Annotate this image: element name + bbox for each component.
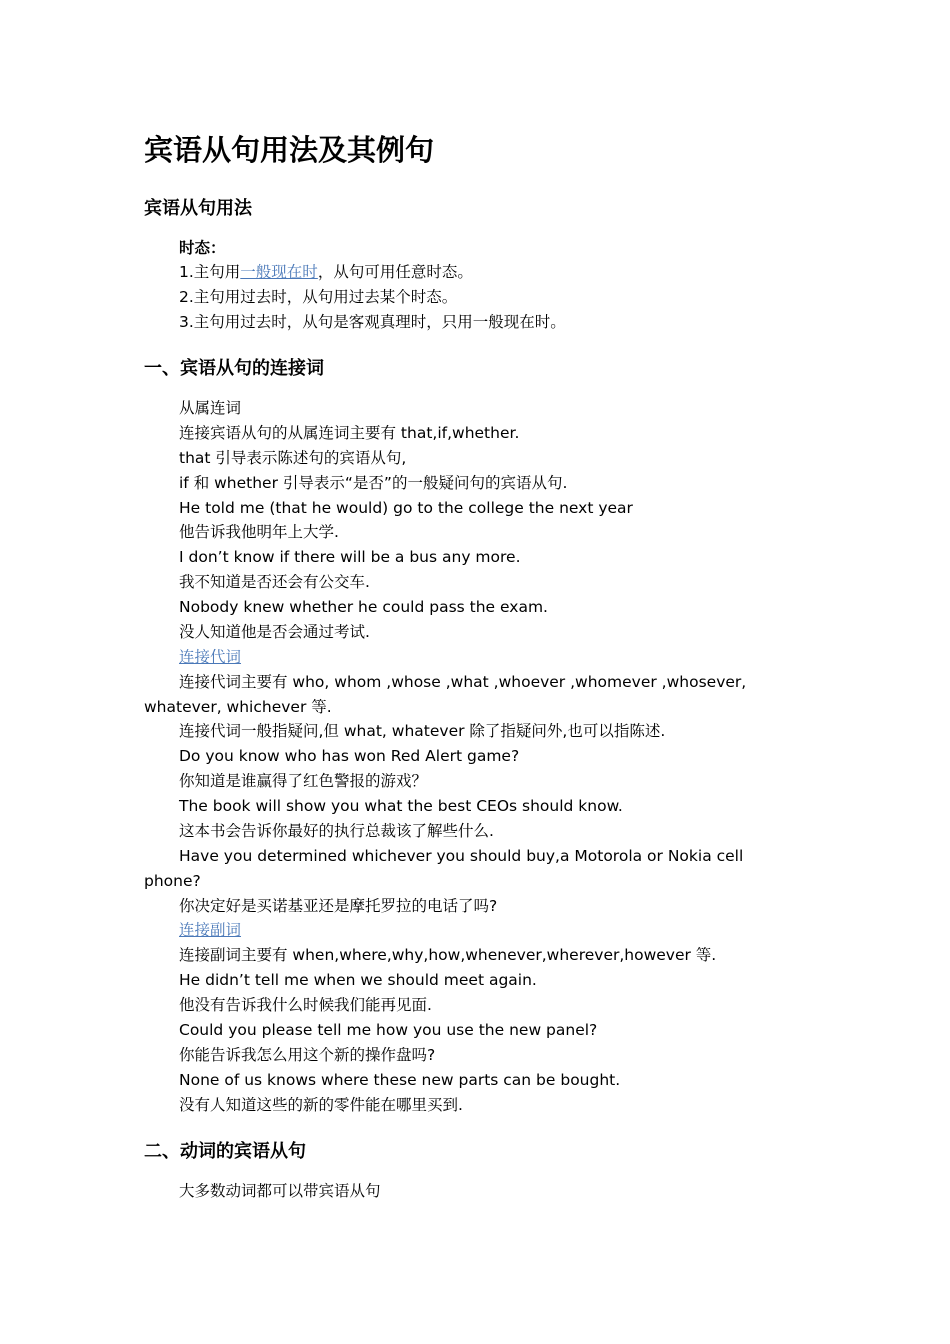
- text-line-continued: phone?: [144, 872, 201, 890]
- rule1-suffix: ，从句可用任意时态。: [317, 263, 473, 281]
- text-line: 连接代词主要有 who, whom ,whose ,what ,whoever ,whomever ,whosever,: [179, 673, 747, 691]
- text-line: 连接代词一般指疑问,但 what, whatever 除了指疑问外,也可以指陈述.: [179, 722, 666, 740]
- rule1-prefix: 1.主句用: [179, 263, 241, 281]
- section-heading-usage: 宾语从句用法: [144, 198, 252, 219]
- example-translation: 你决定好是买诺基亚还是摩托罗拉的电话了吗?: [179, 897, 498, 915]
- example-translation: 他没有告诉我什么时候我们能再见面.: [179, 996, 432, 1014]
- example-sentence: None of us knows where these new parts can be bought.: [179, 1071, 621, 1089]
- example-sentence: Have you determined whichever you should buy,a Motorola or Nokia cell: [179, 847, 744, 865]
- example-sentence: He didn’t tell me when we should meet again.: [179, 971, 537, 989]
- tense-rule-1: [179, 262, 473, 282]
- text-line: 连接副词主要有 when,where,why,how,whenever,wherever,however 等.: [179, 946, 717, 964]
- section-heading-verb-object-clauses: 二、动词的宾语从句: [144, 1141, 306, 1162]
- text-line: that 引导表示陈述句的宾语从句,: [179, 449, 407, 467]
- section-heading-conjunctions: 一、宾语从句的连接词: [144, 358, 324, 379]
- present-tense-link[interactable]: 一般现在时: [240, 263, 318, 281]
- example-translation: 这本书会告诉你最好的执行总裁该了解些什么.: [179, 822, 494, 840]
- connective-adverb-link[interactable]: 连接副词: [179, 921, 242, 939]
- example-translation: 你能告诉我怎么用这个新的操作盘吗?: [179, 1046, 436, 1064]
- example-sentence: Nobody knew whether he could pass the exam.: [179, 598, 548, 616]
- text-line: 大多数动词都可以带宾语从句: [179, 1182, 381, 1200]
- example-sentence: Do you know who has won Red Alert game?: [179, 747, 520, 765]
- tense-rule-3: 3.主句用过去时，从句是客观真理时，只用一般现在时。: [179, 313, 566, 331]
- example-sentence: Could you please tell me how you use the new panel?: [179, 1021, 598, 1039]
- example-sentence: I don’t know if there will be a bus any more.: [179, 548, 521, 566]
- example-sentence: The book will show you what the best CEOs should know.: [179, 797, 623, 815]
- text-line: 从属连词: [179, 399, 242, 417]
- example-translation: 我不知道是否还会有公交车.: [179, 573, 370, 591]
- example-translation: 没有人知道这些的新的零件能在哪里买到.: [179, 1096, 463, 1114]
- text-line: 连接宾语从句的从属连词主要有 that,if,whether.: [179, 424, 520, 442]
- tense-rule-2: 2.主句用过去时，从句用过去某个时态。: [179, 288, 458, 306]
- connective-pronoun-link[interactable]: 连接代词: [179, 648, 242, 666]
- example-translation: 你知道是谁赢得了红色警报的游戏？: [179, 772, 428, 790]
- text-line: if 和 whether 引导表示“是否”的一般疑问句的宾语从句.: [179, 474, 568, 492]
- text-line-continued: whatever, whichever 等.: [144, 698, 332, 716]
- example-sentence: He told me (that he would) go to the college the next year: [179, 499, 633, 517]
- document-title: 宾语从句用法及其例句: [144, 133, 435, 167]
- example-translation: 没人知道他是否会通过考试.: [179, 623, 370, 641]
- tense-label: 时态：: [179, 239, 226, 257]
- example-translation: 他告诉我他明年上大学.: [179, 523, 339, 541]
